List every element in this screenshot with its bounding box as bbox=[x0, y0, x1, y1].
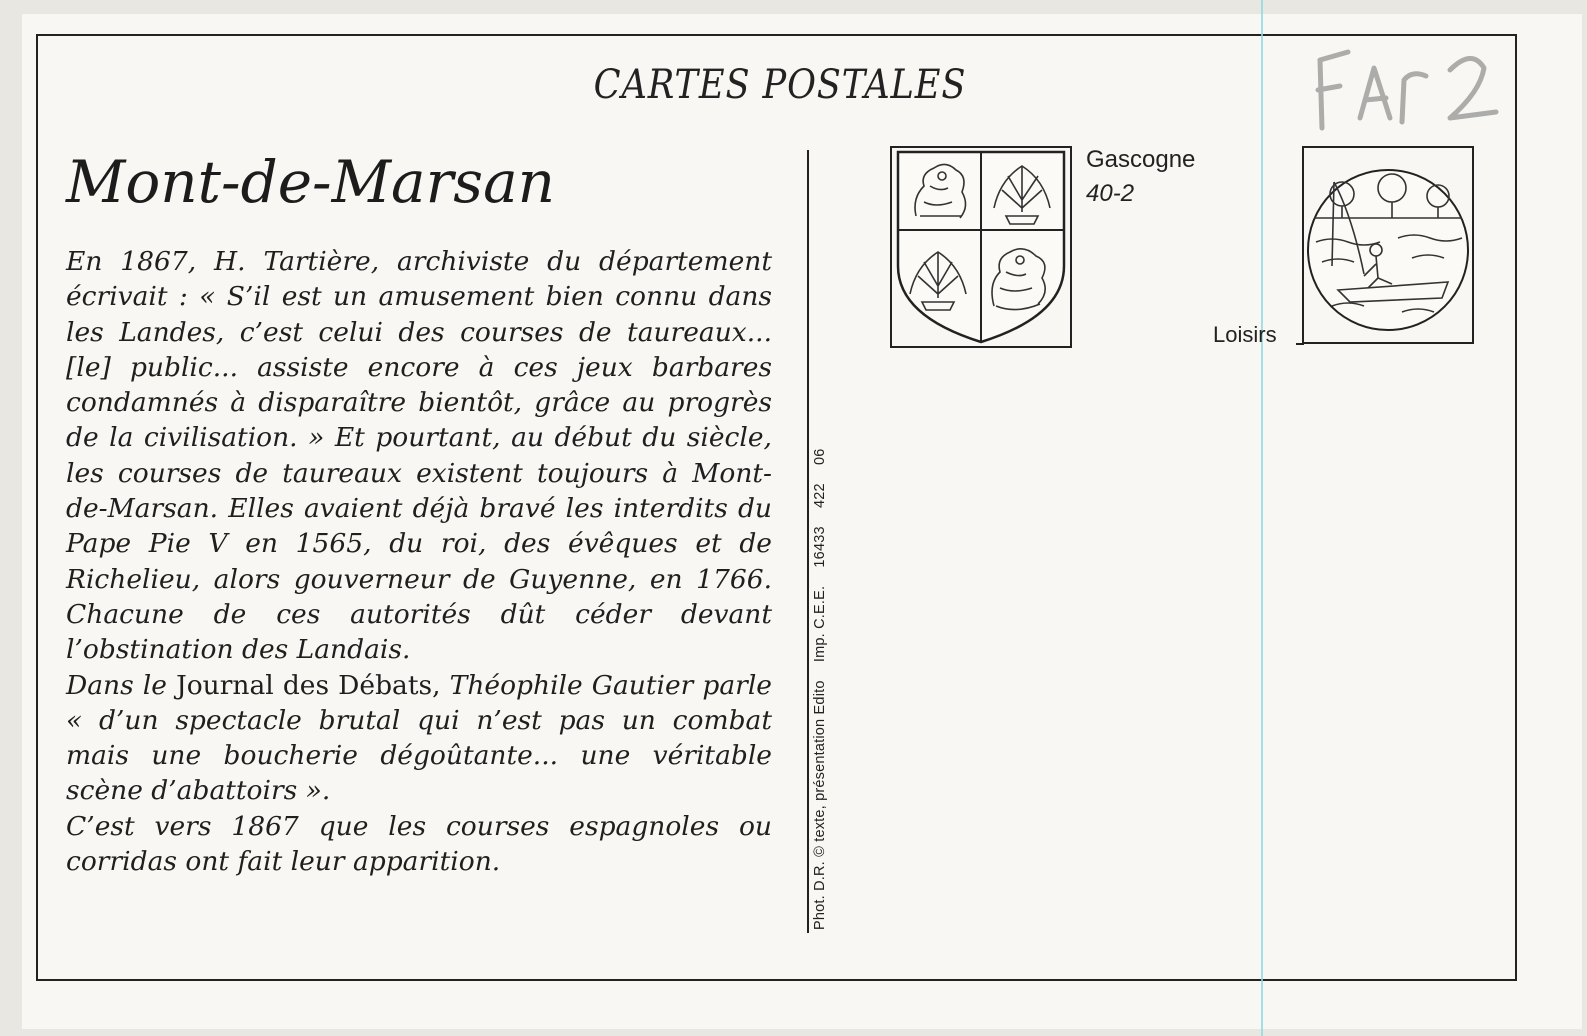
credit-code-3: 06 bbox=[812, 448, 828, 465]
paragraph-2-rest: Théophile Gautier parle « d’un spectacle brutal qui n’est pas un combat mais une boucherie dégoûtante... une véritable scène d’abattoirs ». bbox=[66, 669, 772, 807]
credit-code-1: 16433 bbox=[812, 526, 828, 568]
region-label bbox=[1086, 143, 1195, 211]
scan-guide-line bbox=[1261, 0, 1263, 1036]
paragraph-1: En 1867, H. Tartière, archiviste du département écrivait : « S’il est un amusement bien connu dans les Landes, c’est celui des courses de taureaux... [le] public... assiste encore à ces jeux barbares condamnés à disparaître bientôt, grâce au progrès de la civilisation. » Et pourtant, au début du siècle, les courses de taureaux existent toujours à Mont-de-Marsan. Elles avaient déjà bravé les interdits du Pape Pie V en 1565, du roi, des évêques et de Richelieu, alors gouverneur de Guyenne, en 1766. Chacune de ces autorités dût céder devant l’obstination des Landais. bbox=[66, 246, 772, 666]
credit-line bbox=[812, 360, 840, 930]
leisure-connector bbox=[1296, 343, 1304, 345]
leisure-label: Loisirs bbox=[1213, 322, 1277, 347]
region-code: 40-2 bbox=[1086, 180, 1135, 207]
fisherman-boat-icon bbox=[1302, 146, 1474, 344]
credit-photo: Phot. D.R. © texte, présentation Edito bbox=[812, 680, 828, 930]
vertical-divider bbox=[807, 150, 809, 933]
credit-printer: Imp. C.E.E. bbox=[812, 585, 828, 663]
paragraph-2-prefix: Dans le bbox=[66, 669, 167, 701]
credit-code-2: 422 bbox=[812, 483, 828, 509]
coat-of-arms-icon bbox=[890, 146, 1072, 348]
paragraph-2 bbox=[66, 668, 772, 809]
article-title bbox=[66, 148, 555, 216]
journal-title: Journal des Débats, bbox=[176, 669, 441, 701]
handwritten-note-icon bbox=[1300, 40, 1500, 135]
page-title: CARTES POSTALES bbox=[593, 62, 967, 108]
article-body bbox=[66, 244, 772, 879]
region-name: Gascogne bbox=[1086, 146, 1196, 173]
paragraph-3: C’est vers 1867 que les courses espagnoles ou corridas ont fait leur apparition. bbox=[66, 810, 772, 878]
article-title-text: Mont-de-Marsan bbox=[66, 148, 556, 216]
